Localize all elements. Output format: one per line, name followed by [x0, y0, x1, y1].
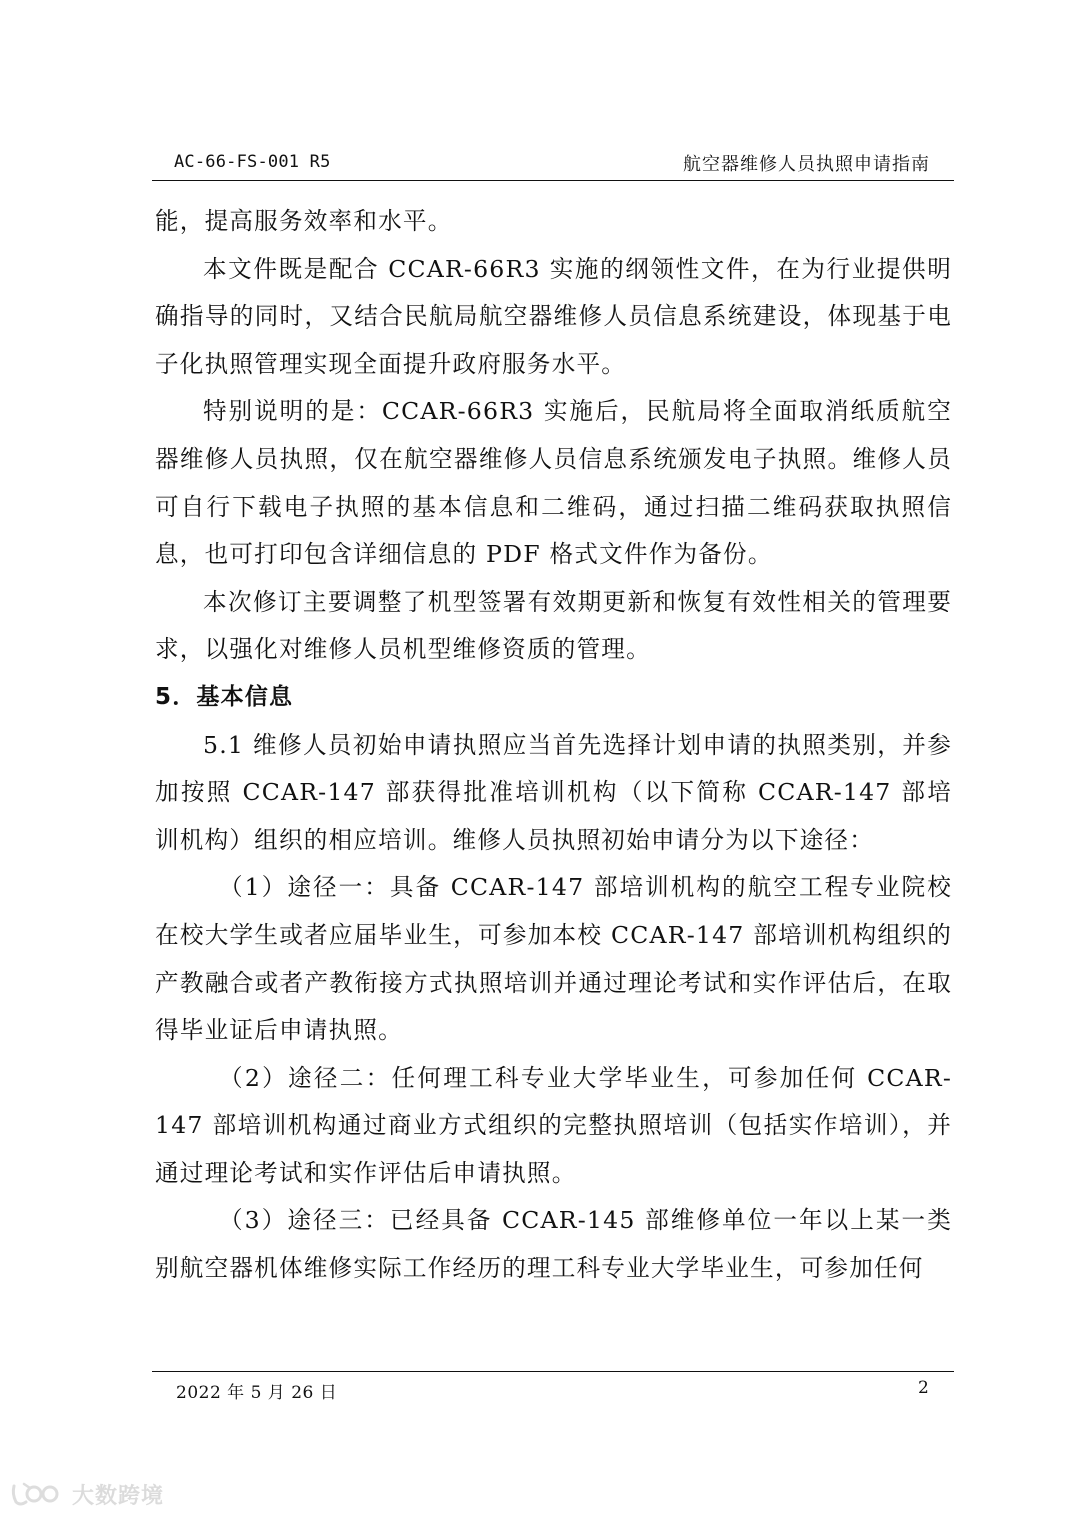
section-heading-basic-info: 5．基本信息 [155, 683, 294, 710]
list-item-route-3: （3）途径三：已经具备 CCAR-145 部维修单位一年以上某一类别航空器机体维修实际工作经历的理工科专业大学毕业生，可参加任何 [155, 1206, 952, 1283]
document-body [155, 198, 952, 1293]
document-code: AC-66-FS-001 R5 [174, 152, 331, 172]
paragraph-revision-note: 本次修订主要调整了机型签署有效期更新和恢复有效性相关的管理要求，以强化对维修人员机型维修资质的管理。 [155, 587, 952, 664]
page-header [152, 150, 954, 180]
paragraph-5-1: 5.1 维修人员初始申请执照应当首先选择计划申请的执照类别，并参加按照 CCAR-147 部获得批准培训机构（以下简称 CCAR-147 部培训机构）组织的相应培训。维修人员执照初始申请分为以下途径： [155, 730, 952, 854]
watermark [10, 1478, 164, 1510]
page-number: 2 [918, 1378, 929, 1398]
dashuo-logo-icon [10, 1480, 66, 1508]
footer-divider [152, 1371, 954, 1372]
watermark-text: 大数跨境 [72, 1483, 165, 1509]
document-title: 航空器维修人员执照申请指南 [683, 154, 930, 175]
list-item-route-1: （1）途径一：具备 CCAR-147 部培训机构的航空工程专业院校在校大学生或者应届毕业生，可参加本校 CCAR-147 部培训机构组织的产教融合或者产教衔接方式执照培训并通过理论考试和实作评估后，在取得毕业证后申请执照。 [155, 873, 952, 1045]
footer-date: 2022 年 5 月 26 日 [176, 1383, 338, 1403]
paragraph-continuation: 能，提高服务效率和水平。 [155, 207, 453, 235]
paragraph-purpose: 本文件既是配合 CCAR-66R3 实施的纲领性文件，在为行业提供明确指导的同时，又结合民航局航空器维修人员信息系统建设，体现基于电子化执照管理实现全面提升政府服务水平。 [155, 254, 952, 378]
header-divider [152, 180, 954, 181]
paragraph-special-note: 特别说明的是：CCAR-66R3 实施后，民航局将全面取消纸质航空器维修人员执照，仅在航空器维修人员信息系统颁发电子执照。维修人员可自行下载电子执照的基本信息和二维码，通过扫描二维码获取执照信息，也可打印包含详细信息的 PDF 格式文件作为备份。 [155, 397, 952, 569]
list-item-route-2: （2）途径二：任何理工科专业大学毕业生，可参加任何 CCAR-147 部培训机构通过商业方式组织的完整执照培训（包括实作培训），并通过理论考试和实作评估后申请执照。 [155, 1063, 952, 1187]
